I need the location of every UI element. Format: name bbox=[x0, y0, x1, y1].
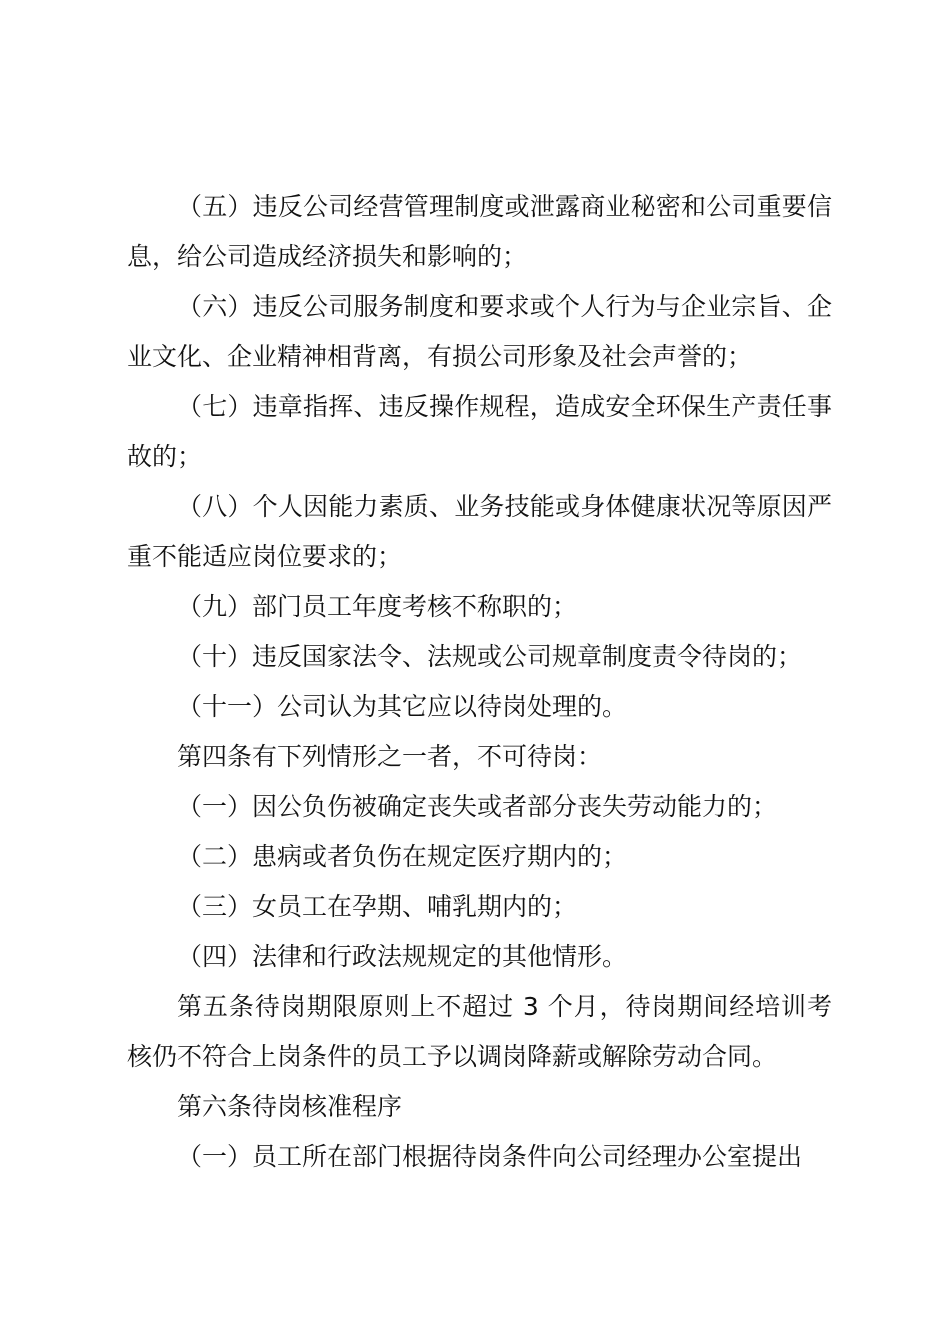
paragraph-item-10: （十）违反国家法令、法规或公司规章制度责令待岗的； bbox=[177, 642, 803, 671]
article-6-heading: 第六条待岗核准程序 bbox=[177, 1092, 403, 1121]
article-4-item-3: （三）女员工在孕期、哺乳期内的； bbox=[177, 892, 578, 921]
paragraph-item-7: （七）违章指挥、违反操作规程，造成安全环保生产责任事故的； bbox=[127, 392, 832, 471]
article-4-item-2: （二）患病或者负伤在规定医疗期内的； bbox=[177, 842, 628, 871]
article-6-item-1: （一）员工所在部门根据待岗条件向公司经理办公室提出 bbox=[177, 1142, 803, 1171]
paragraph-item-5: （五）违反公司经营管理制度或泄露商业秘密和公司重要信息，给公司造成经济损失和影响的； bbox=[127, 192, 832, 271]
article-4-item-1: （一）因公负伤被确定丧失或者部分丧失劳动能力的； bbox=[177, 792, 778, 821]
document-page bbox=[127, 182, 832, 1182]
article-4-heading: 第四条有下列情形之一者，不可待岗： bbox=[177, 742, 603, 771]
paragraph-item-8: （八）个人因能力素质、业务技能或身体健康状况等原因严重不能适应岗位要求的； bbox=[127, 492, 832, 571]
article-5-paragraph: 第五条待岗期限原则上不超过 3 个月，待岗期间经培训考核仍不符合上岗条件的员工予以调岗降薪或解除劳动合同。 bbox=[127, 992, 832, 1071]
article-4-item-4: （四）法律和行政法规规定的其他情形。 bbox=[177, 942, 628, 971]
paragraph-item-9: （九）部门员工年度考核不称职的； bbox=[177, 592, 578, 621]
paragraph-item-6: （六）违反公司服务制度和要求或个人行为与企业宗旨、企业文化、企业精神相背离，有损公司形象及社会声誉的； bbox=[127, 292, 832, 371]
paragraph-item-11: （十一）公司认为其它应以待岗处理的。 bbox=[177, 692, 628, 721]
